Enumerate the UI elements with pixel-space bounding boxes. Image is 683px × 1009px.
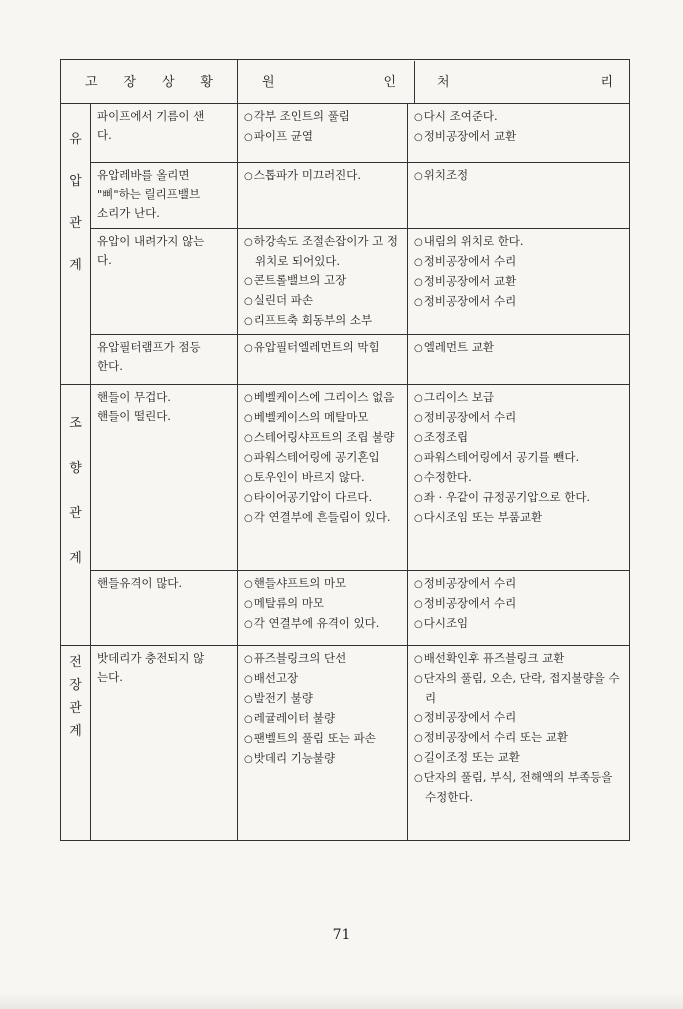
remedy-item: ○ 다시조임 또는 부품교환 [414,508,623,528]
header-symptom-label: 고 장 상 황 [85,74,213,90]
cause-cell [238,335,408,385]
symptom-text: 핸들이 떨린다. [97,409,171,423]
symptom-cell [91,385,238,571]
cause-item: ○ 레귤레이터 불량 [244,709,401,729]
remedy-item: ○ 정비공장에서 수리 [414,292,623,312]
remedy-item: ○ 배선확인후 퓨즈블링크 교환 [414,649,623,669]
remedy-cell [408,571,630,646]
remedy-item: ○ 단자의 풀림, 부식, 전해액의 부족등을 수정한다. [414,768,623,807]
cause-item: ○ 파이프 균열 [244,127,401,147]
cause-item: ○ 스테어링샤프트의 조립 불량 [244,428,401,448]
cause-item: ○ 각부 조인트의 풀림 [244,107,401,127]
remedy-item: ○ 정비공장에서 수리 [414,252,623,272]
remedy-item: ○ 정비공장에서 수리 [414,594,623,614]
category-hydraulic-label: 유 압 관 계 [69,132,82,273]
header-cause-label: 원 인 [262,74,396,90]
header-symptom [61,60,238,104]
symptom-text: 파이프에서 기름이 샌 [97,109,205,123]
remedy-item: ○ 좌 · 우같이 규정공기압으로 한다. [414,488,623,508]
remedy-item: ○ 다시조임 [414,614,623,634]
cause-item: ○ 핸들샤프트의 마모 [244,574,401,594]
remedy-item: ○ 그리이스 보급 [414,388,623,408]
symptom-cell [91,646,238,841]
cause-item: ○ 각 연결부에 유격이 있다. [244,614,401,634]
cause-item: ○ 유압필터엘레먼트의 막힘 [244,338,401,358]
remedy-cell [408,385,630,571]
remedy-item: ○ 정비공장에서 교환 [414,272,623,292]
table-row [61,335,630,385]
symptom-text: 유압레바를 올리면 [97,168,190,182]
cause-item: ○ 발전기 불량 [244,689,401,709]
remedy-cell [408,163,630,229]
header-cause-remedy [238,60,630,104]
remedy-item: ○ 엘레먼트 교환 [414,338,623,358]
table-row [61,646,630,841]
symptom-text: 유압이 내려가지 않는 [97,234,205,248]
symptom-text: "삐"하는 릴리프밸브 [97,187,201,201]
cause-cell [238,385,408,571]
remedy-item: ○ 길이조정 또는 교환 [414,748,623,768]
cause-item: ○ 베벨케이스에 그리이스 없음 [244,388,401,408]
table-row [61,571,630,646]
table-row [61,104,630,163]
cause-cell [238,646,408,841]
remedy-item: ○ 파워스테어링에서 공기를 뺀다. [414,448,623,468]
cause-item: ○ 스톱파가 미끄러진다. [244,166,401,186]
cause-item: ○ 파워스테어링에 공기혼입 [244,448,401,468]
remedy-cell [408,335,630,385]
cause-item: ○ 콘트롤밸브의 고장 [244,271,401,291]
cause-cell [238,163,408,229]
table-row [61,385,630,571]
cause-item: ○ 퓨즈블링크의 단선 [244,649,401,669]
category-hydraulic [61,104,91,385]
symptom-cell [91,104,238,163]
symptom-cell [91,571,238,646]
remedy-item: ○ 조정조립 [414,428,623,448]
cause-item: ○ 메탈류의 마모 [244,594,401,614]
page-edge [0,993,683,1009]
cause-item: ○ 실린더 파손 [244,291,401,311]
symptom-text: 다. [97,253,112,267]
symptom-text: 핸들이 무겁다. [97,390,171,404]
table-row [61,163,630,229]
symptom-cell [91,335,238,385]
remedy-item: ○ 단자의 풀림, 오손, 단락, 접지불량을 수리 [414,669,623,708]
remedy-item: ○ 내림의 위치로 한다. [414,232,623,252]
category-electrical-label: 전 장 관 계 [69,655,82,739]
header-remedy-label: 처 리 [414,61,623,104]
table-row [61,229,630,335]
page-number: 71 [332,927,351,943]
remedy-item: ○ 정비공장에서 수리 [414,408,623,428]
cause-item: ○ 팬벨트의 풀림 또는 파손 [244,729,401,749]
symptom-text: 밧데리가 충전되지 않 [97,651,205,665]
cause-item: ○ 배선고장 [244,669,401,689]
remedy-item: ○ 다시 조여준다. [414,107,623,127]
cause-cell [238,104,408,163]
cause-item: ○ 하강속도 조절손잡이가 고 정위치로 되어있다. [244,232,401,271]
remedy-item: ○ 정비공장에서 수리 [414,708,623,728]
category-electrical [61,646,91,841]
symptom-text: 다. [97,128,112,142]
remedy-cell [408,229,630,335]
remedy-item: ○ 정비공장에서 수리 또는 교환 [414,728,623,748]
table-header-row [61,60,630,104]
remedy-cell [408,646,630,841]
remedy-item: ○ 수정한다. [414,468,623,488]
symptom-text: 는다. [97,670,123,684]
category-steering-label: 조 향 관 계 [69,416,82,566]
symptom-text: 한다. [97,359,123,373]
cause-item: ○ 베벨케이스의 메탈마모 [244,408,401,428]
symptom-text: 핸들유격이 많다. [97,576,183,590]
cause-item: ○ 각 연결부에 흔들림이 있다. [244,508,401,528]
cause-item: ○ 타이어공기압이 다르다. [244,488,401,508]
symptom-cell [91,229,238,335]
cause-item: ○ 리프트축 회동부의 소부 [244,311,401,331]
cause-item: ○ 토우인이 바르지 않다. [244,468,401,488]
remedy-cell [408,104,630,163]
remedy-item: ○ 정비공장에서 수리 [414,574,623,594]
category-steering [61,385,91,646]
remedy-item: ○ 정비공장에서 교환 [414,127,623,147]
symptom-cell [91,163,238,229]
cause-cell [238,229,408,335]
troubleshooting-table [60,59,630,841]
symptom-text: 유압필터램프가 점등 [97,340,201,354]
remedy-item: ○ 위치조정 [414,166,623,186]
cause-cell [238,571,408,646]
symptom-text: 소리가 난다. [97,206,160,220]
cause-item: ○ 밧데리 기능불량 [244,749,401,769]
